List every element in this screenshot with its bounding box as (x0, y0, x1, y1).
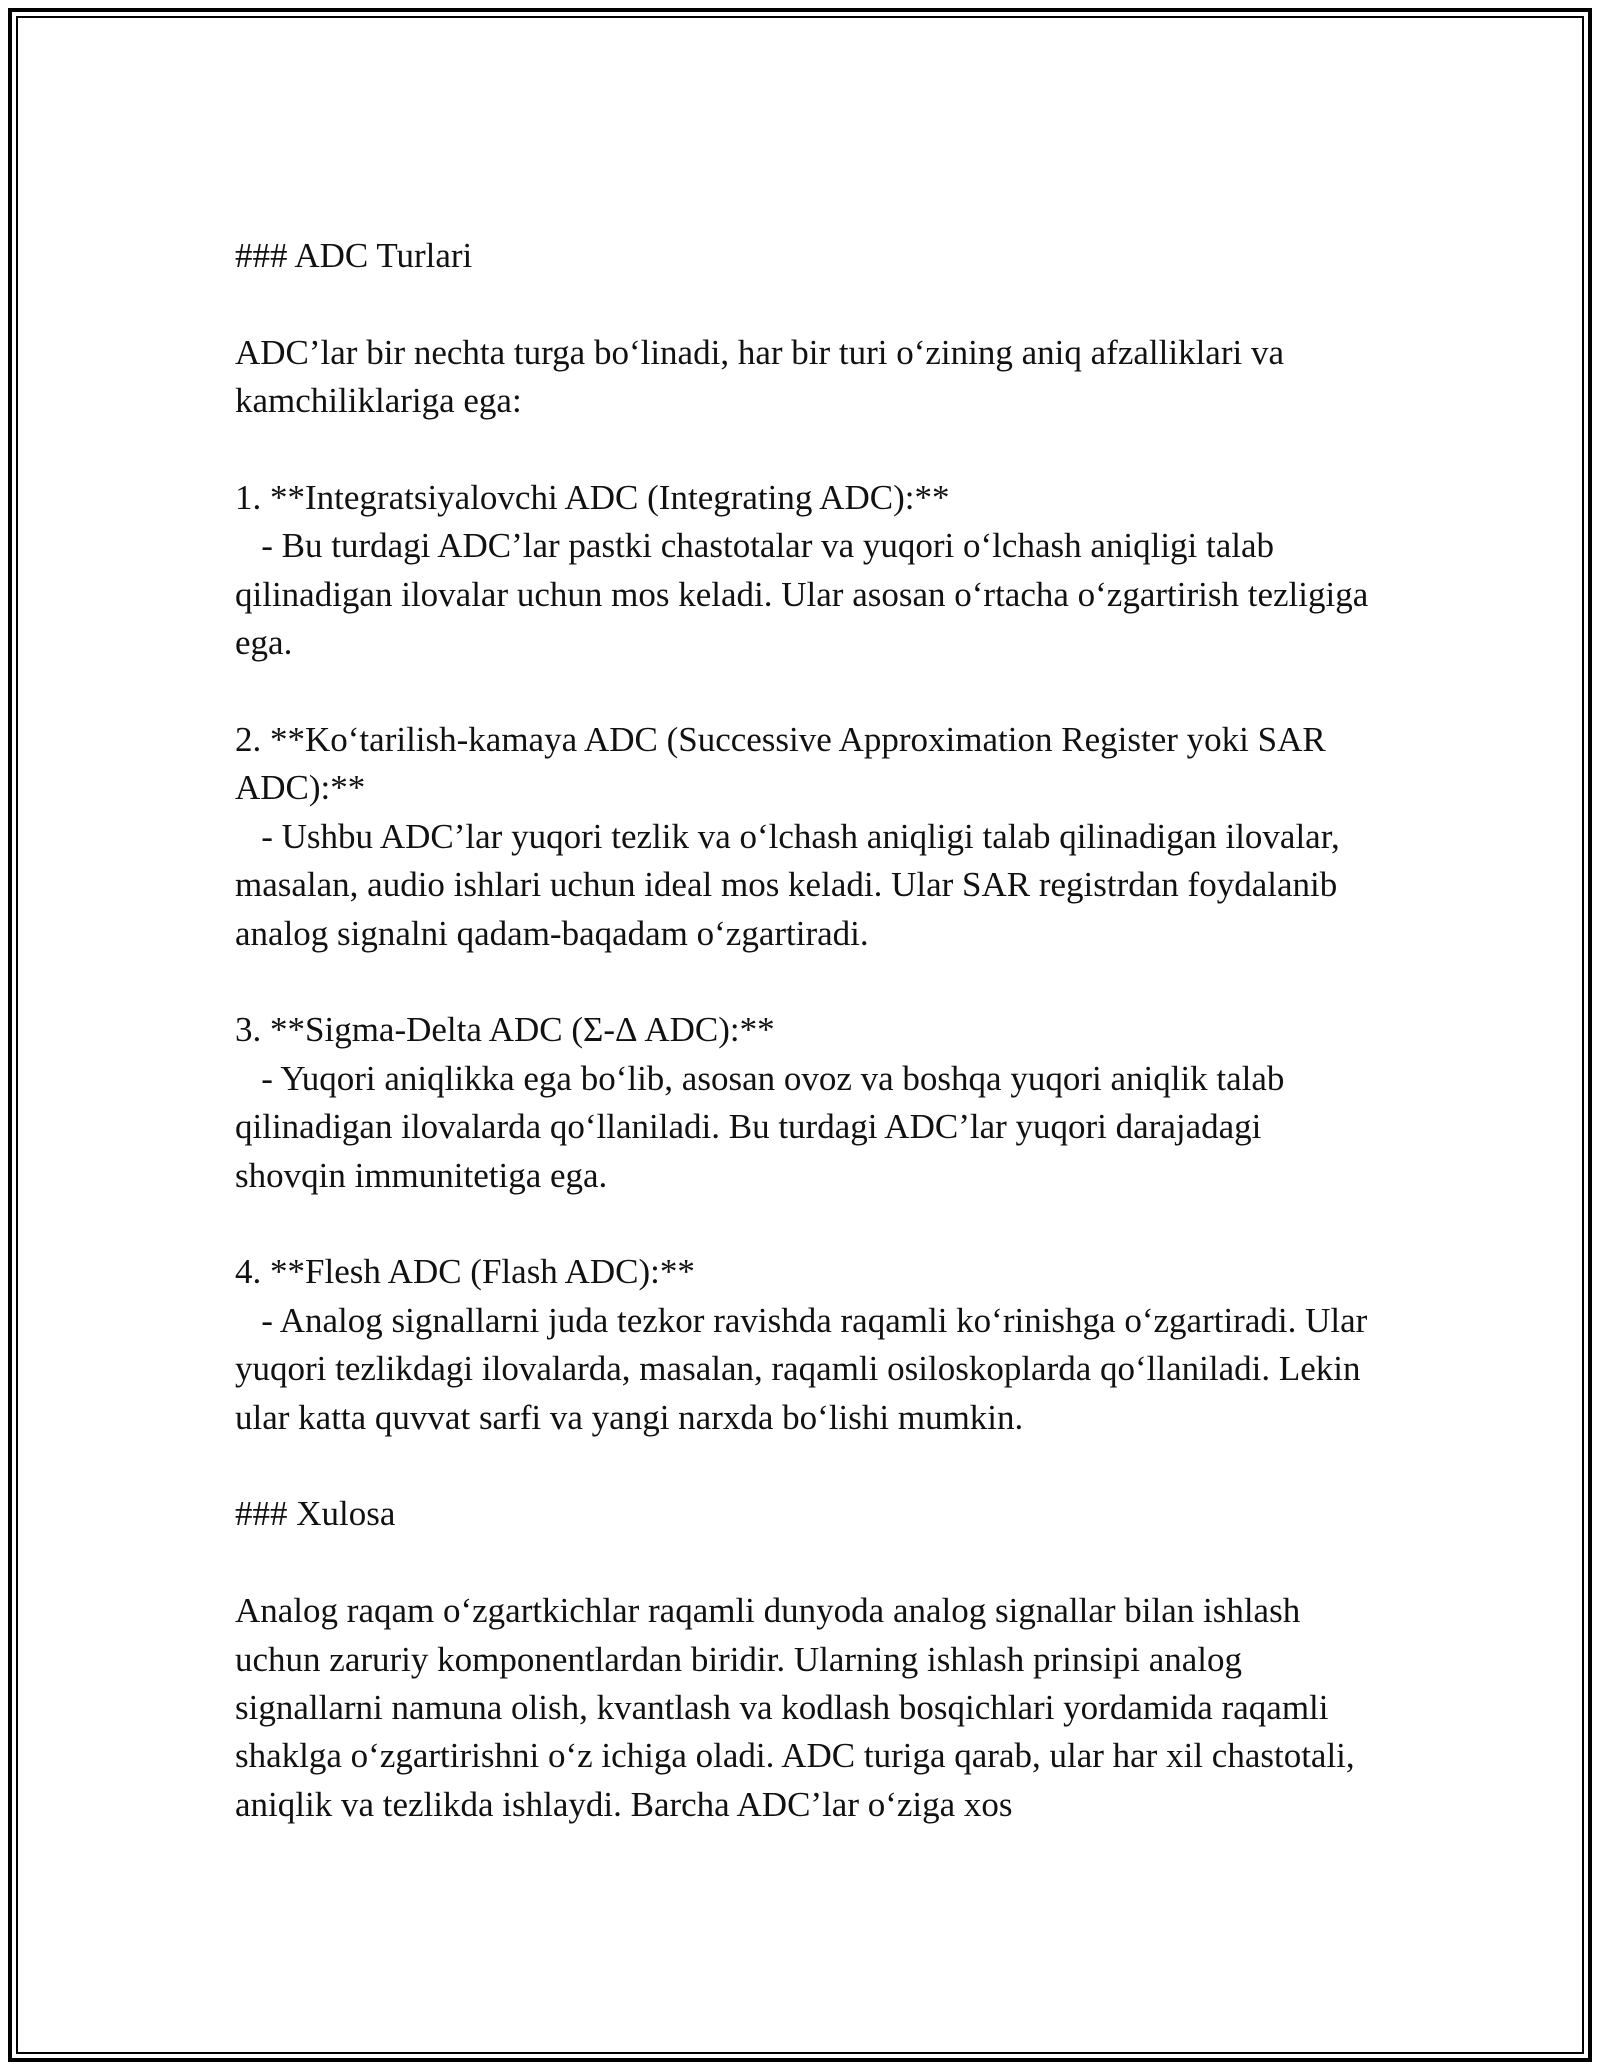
list-item-body: - Analog signallarni juda tezkor ravishda raqamli ko‘rinishga o‘zgartiradi. Ular yuqori tezlikdagi ilovalarda, masalan, raqamli osiloskoplarda qo‘llaniladi. Lekin ular katta quvvat sarfi va yangi narxda bo‘lishi mumkin. (235, 1300, 1377, 1437)
intro-paragraph: ADC’lar bir nechta turga bo‘linadi, har bir turi o‘zining aniq afzalliklari va kamchiliklariga ega: (235, 332, 1293, 421)
spacer (235, 426, 1375, 474)
spacer (235, 1200, 1375, 1248)
list-item (235, 1006, 1375, 1200)
list-item-title: 1. **Integratsiyalovchi ADC (Integrating ADC):** (235, 478, 950, 517)
spacer (235, 1442, 1375, 1490)
list-item-body: - Bu turdagi ADC’lar pastki chastotalar va yuqori o‘lchash aniqligi talab qilinadigan ilovalar uchun mos keladi. Ular asosan o‘rtacha o‘zgartirish tezligiga ega. (235, 526, 1377, 663)
section-heading-conclusion: ### Xulosa (235, 1494, 396, 1534)
list-item-title: 2. **Ko‘tarilish-kamaya ADC (Successive Approximation Register yoki SAR ADC):** (235, 720, 1333, 808)
list-item (235, 474, 1375, 668)
spacer (235, 958, 1375, 1006)
list-item-body: - Ushbu ADC’lar yuqori tezlik va o‘lchash aniqligi talab qilinadigan ilovalar, masalan, audio ishlari uchun ideal mos keladi. Ular SAR registrdan foydalanib analog signalni qadam-baqadam o‘zgartiradi. (235, 816, 1349, 953)
list-item (235, 1248, 1375, 1442)
spacer (235, 668, 1375, 716)
document-page (235, 232, 1375, 1829)
list-item-body: - Yuqori aniqlikka ega bo‘lib, asosan ovoz va boshqa yuqori aniqlik talab qilinadigan ilovalarda qo‘llaniladi. Bu turdagi ADC’lar yuqori darajadagi shovqin immunitetiga ega. (235, 1058, 1294, 1195)
section-heading-adc-types: ### ADC Turlari (235, 236, 473, 275)
list-item-title: 3. **Sigma-Delta ADC (Σ-Δ ADC):** (235, 1010, 775, 1050)
spacer (235, 280, 1375, 328)
list-item-title: 4. **Flesh ADC (Flash ADC):** (235, 1252, 695, 1292)
list-item (235, 716, 1375, 958)
spacer (235, 1539, 1375, 1587)
conclusion-paragraph: Analog raqam o‘zgartkichlar raqamli dunyoda analog signallar bilan ishlash uchun zaruriy komponentlardan biridir. Ularning ishlash prinsipi analog signallarni namuna olish, kvantlash va kodlash bosqichlari yordamida raqamli shaklga o‘zgartirishni o‘z ichiga oladi. ADC turiga qarab, ular har xil chastotali, aniqlik va tezlikda ishlaydi. Barcha ADC’lar o‘ziga xos (235, 1591, 1364, 1824)
